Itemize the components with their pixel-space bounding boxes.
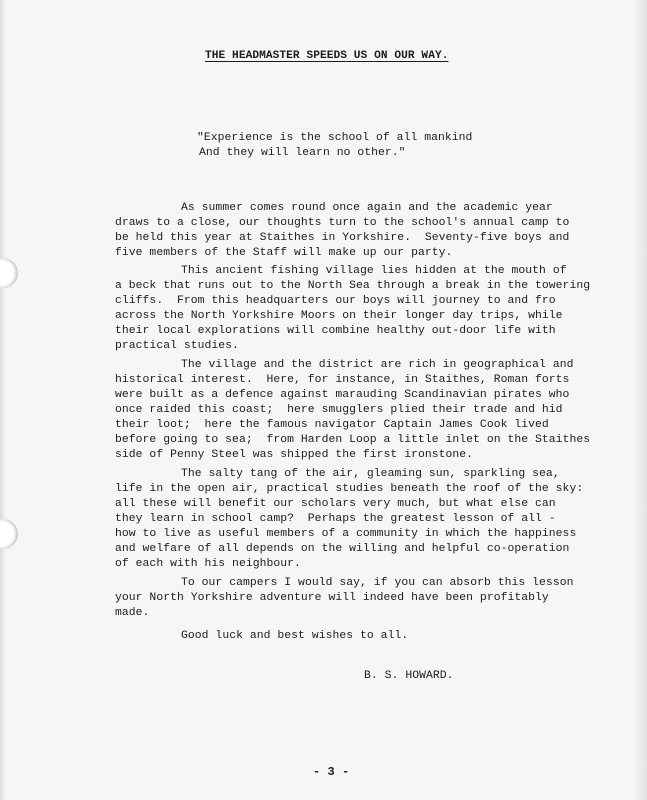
body-text-line: across the North Yorkshire Moors on their longer day trips, while xyxy=(115,310,563,322)
body-text-line: historical interest. Here, for instance, in Staithes, Roman forts xyxy=(115,374,570,386)
body-text-line: practical studies. xyxy=(115,340,239,352)
body-text-line: life in the open air, practical studies beneath the roof of the sky: xyxy=(115,483,584,495)
body-text-line: draws to a close, our thoughts turn to the school's annual camp to xyxy=(115,217,570,229)
body-text-line: your North Yorkshire adventure will indeed have been profitably xyxy=(115,592,549,604)
body-text-line: all these will benefit our scholars very much, but what else can xyxy=(115,498,556,510)
body-text-line: their loot; here the famous navigator Captain James Cook lived xyxy=(115,419,549,431)
body-text-line: they learn in school camp? Perhaps the greatest lesson of all - xyxy=(115,513,556,525)
body-text-line: This ancient fishing village lies hidden at the mouth of xyxy=(181,265,567,277)
body-text-line: side of Penny Steel was shipped the first ironstone. xyxy=(115,449,474,461)
quote-line: And they will learn no other." xyxy=(199,147,406,159)
body-text-line: be held this year at Staithes in Yorkshire. Seventy-five boys and xyxy=(115,232,570,244)
document-title: THE HEADMASTER SPEEDS US ON OUR WAY. xyxy=(205,50,449,62)
body-text-line: their local explorations will combine healthy out-door life with xyxy=(115,325,556,337)
body-text-line: of each with his neighbour. xyxy=(115,558,301,570)
body-text-line: The village and the district are rich in geographical and xyxy=(181,359,574,371)
body-text-line: five members of the Staff will make up our party. xyxy=(115,247,453,259)
body-text-line: and welfare of all depends on the willing and helpful co-operation xyxy=(115,543,570,555)
quote-line: "Experience is the school of all mankind xyxy=(197,132,473,144)
body-text-line: cliffs. From this headquarters our boys will journey to and fro xyxy=(115,295,556,307)
closing-line: Good luck and best wishes to all. xyxy=(181,630,409,642)
body-text-line: before going to sea; from Harden Loop a little inlet on the Staithes xyxy=(115,434,591,446)
body-text-line: made. xyxy=(115,607,150,619)
body-text-line: To our campers I would say, if you can absorb this lesson xyxy=(181,577,574,589)
body-text-line: were built as a defence against marauding Scandinavian pirates who xyxy=(115,389,570,401)
body-text-line: The salty tang of the air, gleaming sun, sparkling sea, xyxy=(181,468,560,480)
body-text-line: a beck that runs out to the North Sea through a break in the towering xyxy=(115,280,591,292)
page-number: - 3 - xyxy=(313,765,350,779)
body-text-line: As summer comes round once again and the academic year xyxy=(181,202,553,214)
body-text-line: how to live as useful members of a community in which the happiness xyxy=(115,528,577,540)
signature: B. S. HOWARD. xyxy=(364,670,454,682)
body-text-line: once raided this coast; here smugglers plied their trade and hid xyxy=(115,404,563,416)
